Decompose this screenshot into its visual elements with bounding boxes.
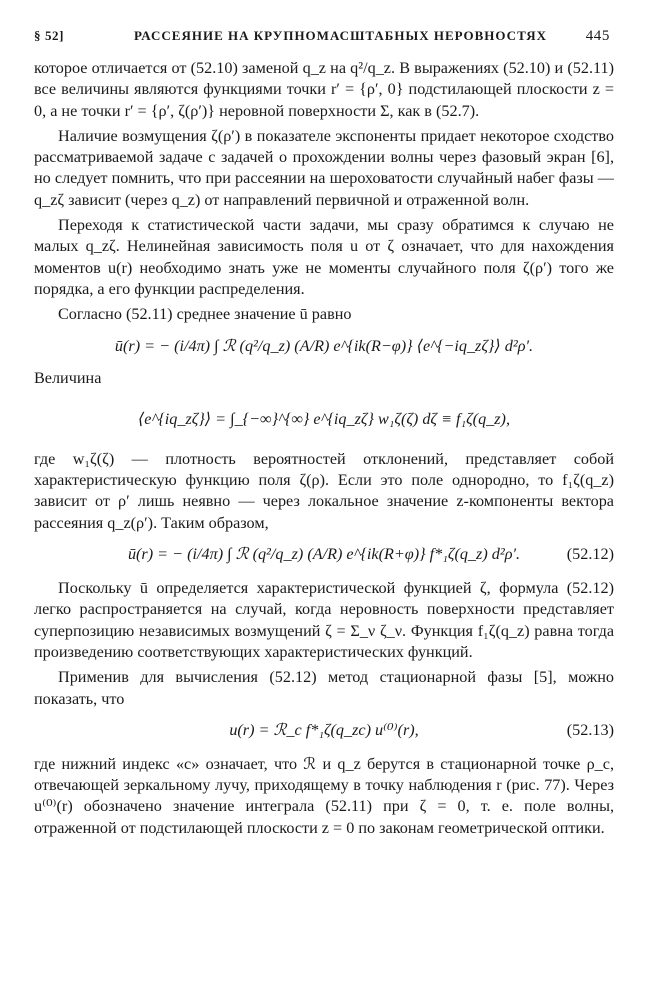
paragraph-9: где нижний индекс «с» означает, что ℛ и q_z берутся в стационарной точке ρ_c, отвечающей зеркальному лучу, приходящему в точку наблюдения r (рис. 77). Через u⁽⁰⁾(r) обозначено значение интеграла (52.11) при ζ = 0, т. е. поле волны, отраженной от подстилающей плоскости z = 0 по законам геометрической оптики. — [34, 754, 614, 837]
page-number: 445 — [585, 28, 610, 44]
paragraph-6: где w₁ζ(ζ) — плотность вероятностей отклонений, представляет собой характеристическую функцию поля ζ(ρ). Если это поле однородно, то f₁ζ(q_z) зависит от ρ′ лишь неявно — через локальное значение z-компоненты вектора рассеяния q_z(ρ′). Таким образом, — [34, 449, 614, 532]
paragraph-3: Переходя к статистической части задачи, мы сразу обратимся к случаю не малых q_zζ. Нелинейная зависимость поля u от ζ означает, что для нахождения моментов u(r) необходимо знать уже не моменты случайного поля ζ(ρ′) того же порядка, а его функции распределения. — [34, 216, 614, 298]
equation-52-12 — [34, 534, 614, 574]
paragraph-5: Величина — [34, 368, 102, 387]
chapter-title: РАССЕЯНИЕ НА КРУПНОМАСШТАБНЫХ НЕРОВНОСТЯХ — [134, 28, 548, 43]
running-header — [34, 22, 614, 50]
paragraph-7: Поскольку ū определяется характеристической функцией ζ, формула (52.12) легко распространяется на случай, когда неровность поверхности представляет суперпозицию независимых возмущений ζ = Σ_ν ζ_ν. Функция f₁ζ(q_z) равна тогда произведению соответствующих характеристических функций. — [34, 579, 614, 661]
equation-mean-u — [34, 326, 614, 366]
section-number: § 52] — [34, 28, 65, 43]
equation-characteristic-function — [34, 389, 614, 449]
equation-52-12-body: ū(r) = − (i/4π) ∫ ℛ (q²/q_z) (A/R) e^{ik(R+φ)} f*₁ζ(q_z) d²ρ′. — [127, 545, 521, 564]
equation-characteristic-function-body: ⟨e^{iq_zζ}⟩ = ∫_{−∞}^{∞} e^{iq_zζ} w₁ζ(ζ) dζ ≡ f₁ζ(q_z), — [137, 409, 510, 428]
paragraph-4: Согласно (52.11) среднее значение ū равно — [58, 305, 352, 324]
equation-52-13-label: (52.13) — [566, 720, 614, 739]
equation-52-13 — [34, 710, 614, 750]
paragraph-1: которое отличается от (52.10) заменой q_z на q²/q_z. В выражениях (52.10) и (52.11) все величины являются функциями точки r′ = {ρ′, 0} подстилающей плоскости z = 0, а не точки r′ = {ρ′, ζ(ρ′)} неровной поверхности Σ, как в (52.7). — [34, 59, 614, 120]
equation-52-13-body: u(r) = ℛ_c f*₁ζ(q_zc) u⁽⁰⁾(r), — [229, 720, 419, 739]
paragraph-2: Наличие возмущения ζ(ρ′) в показателе экспоненты придает некоторое сходство рассматриваемой задаче с задачей о прохождении волны через фазовый экран [6], но следует помнить, что при рассеянии на шероховатости случайный набег фазы — q_zζ зависит (через q_z) от направлений первичной и отраженной волн. — [34, 126, 614, 209]
equation-mean-u-body: ū(r) = − (i/4π) ∫ ℛ (q²/q_z) (A/R) e^{ik(R−φ)} ⟨e^{−iq_zζ}⟩ d²ρ′. — [114, 336, 534, 355]
book-page — [34, 22, 614, 972]
paragraph-8: Применив для вычисления (52.12) метод стационарной фазы [5], можно показать, что — [34, 668, 614, 708]
equation-52-12-label: (52.12) — [566, 545, 614, 564]
